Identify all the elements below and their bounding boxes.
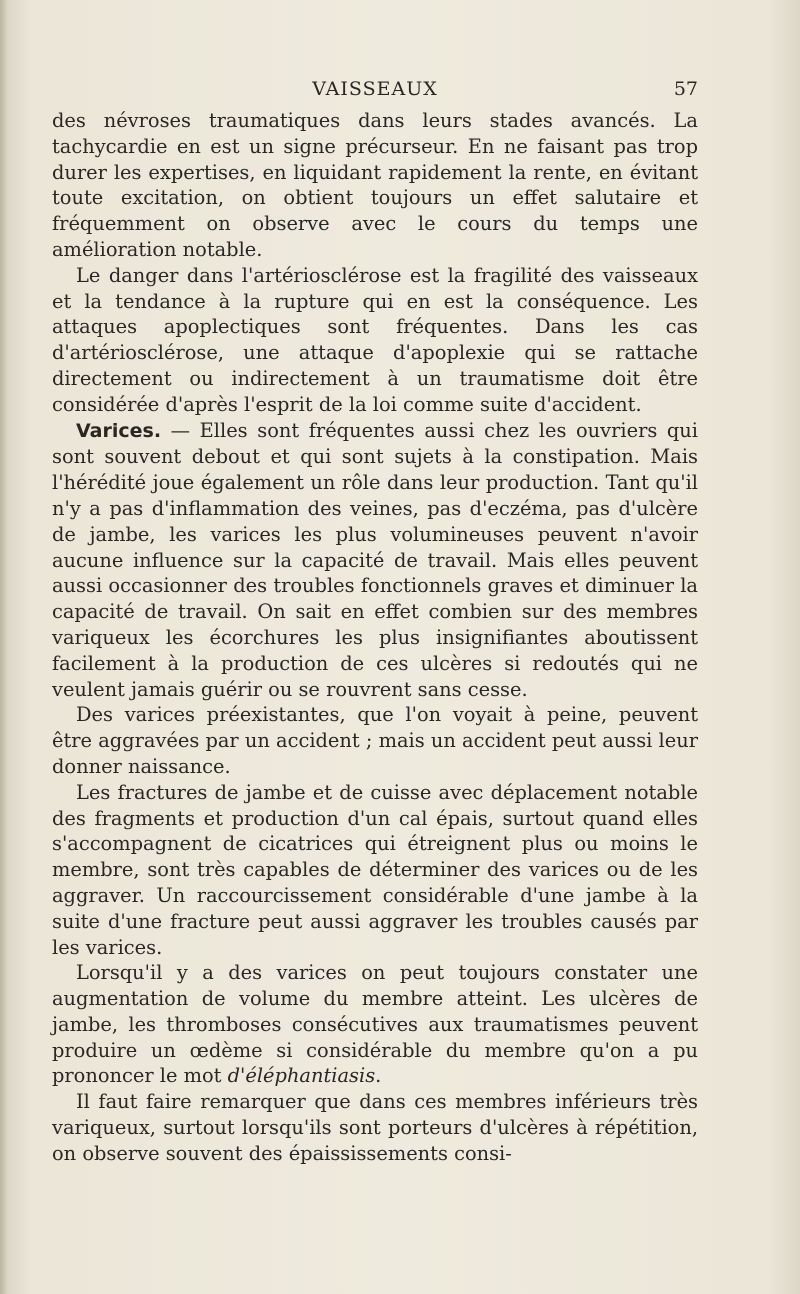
paragraph-fractures: Les fractures de jambe et de cuisse avec déplacement notable des fragments et production d'un cal épais, surtout quand elles s'accompagnent de cicatrices qui étreignent plus ou moins le membre, sont très capables de déterminer des varices ou de les aggraver. Un raccourcissement considérable d'une jambe à la suite d'une fracture peut aussi aggraver les troubles causés par les varices. (52, 780, 698, 959)
paragraph-volume-end: . (375, 1064, 382, 1088)
section-heading-varices: Varices. (76, 419, 162, 442)
paragraph-volume (52, 960, 698, 1089)
body-text (52, 108, 698, 1167)
paragraph-varices-text: — Elles sont fréquentes aussi chez les ouvriers qui sont souvent debout et qui sont sujets à la constipation. Mais l'hérédité joue également un rôle dans leur production. Tant qu'il n'y a pas d'inflammation des veines, pas d'eczéma, pas d'ulcère de jambe, les varices les plus volumineuses peuvent n'avoir aucune influence sur la capacité de travail. Mais elles peuvent aussi occasionner des troubles fonctionnels graves et diminuer la capacité de travail. On sait en effet combien sur des membres variqueux les écorchures les plus insignifiantes aboutissent facilement à la production de ces ulcères si redoutés qui ne veulent jamais guérir ou se rouvrent sans cesse. (52, 418, 698, 701)
book-page (52, 78, 698, 1167)
paragraph-volume-text: Lorsqu'il y a des varices on peut toujours constater une augmentation de volume du membre atteint. Les ulcères de jambe, les thromboses consécutives aux traumatismes peuvent produire un œdème si considérable du membre qu'on a pu prononcer le mot (52, 961, 698, 1088)
paragraph-arteriosclerosis: Le danger dans l'artériosclérose est la fragilité des vaisseaux et la tendance à la rupture qui en est la conséquence. Les attaques apoplectiques sont fréquentes. Dans les cas d'artériosclérose, une attaque d'apoplexie qui se rattache directement ou indirectement à un traumatisme doit être considérée d'après l'esprit de la loi comme suite d'accident. (52, 263, 698, 416)
page-spine-shadow (0, 0, 8, 1294)
running-title: VAISSEAUX (312, 78, 438, 100)
paragraph-varices (52, 418, 698, 703)
italic-term: d'éléphantiasis (227, 1064, 376, 1088)
page-header (52, 78, 698, 108)
paragraph-continued: des névroses traumatiques dans leurs stades avancés. La tachycardie en est un signe précurseur. En ne faisant pas trop durer les expertises, en liquidant rapidement la rente, en évitant toute excitation, on obtient toujours un effet salutaire et fréquemment on observe avec le cours du temps une amélioration notable. (52, 109, 698, 261)
page-number: 57 (673, 78, 698, 100)
paragraph-preexisting-varices: Des varices préexistantes, que l'on voyait à peine, peuvent être aggravées par un accident ; mais un accident peut aussi leur donner naissance. (52, 703, 698, 778)
paragraph-remark: Il faut faire remarquer que dans ces membres inférieurs très variqueux, surtout lorsqu'ils sont porteurs d'ulcères à répétition, on observe souvent des épaississements consi- (52, 1090, 698, 1165)
